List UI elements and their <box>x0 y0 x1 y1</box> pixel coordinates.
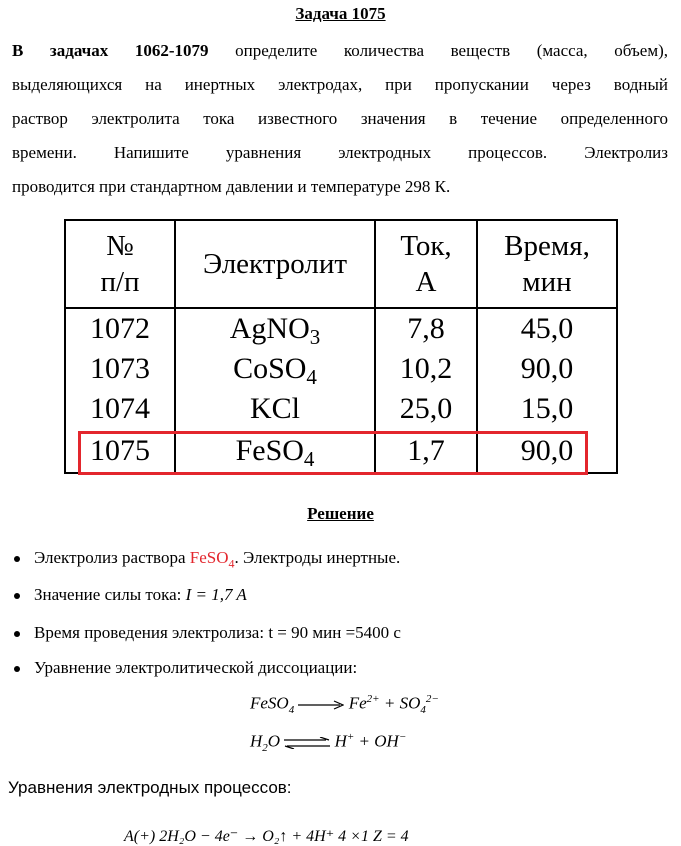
row-electrolyte: KCl <box>175 389 375 429</box>
bullet-dot-icon <box>14 666 20 672</box>
row-current: 10,2 <box>375 349 477 389</box>
row-number: 1075 <box>65 429 175 473</box>
bullet-dot-icon <box>14 593 20 599</box>
bullet-dissociation: Уравнение электролитической диссоциации: <box>12 658 357 678</box>
header-time: Время, мин <box>477 220 617 308</box>
problem-statement <box>12 34 668 204</box>
bullet-time: Время проведения электролиза: t = 90 мин =5400 с <box>12 623 401 643</box>
row-current: 7,8 <box>375 308 477 349</box>
row-number: 1072 <box>65 308 175 349</box>
header-electrolyte: Электролит <box>175 220 375 308</box>
row-electrolyte: AgNO$_3$ <box>175 308 375 349</box>
problem-title: Задача 1075 <box>295 4 386 23</box>
row-current: 25,0 <box>375 389 477 429</box>
table-row <box>65 308 617 349</box>
table-row <box>65 349 617 389</box>
dissociation-equation-feso4: FeSO$_4$ $Fe^{2+} + SO_4^{2-}$ <box>250 693 439 717</box>
row-current: 1,7 <box>375 429 477 473</box>
time-formula: t = 90 мин =5400 с <box>268 623 401 642</box>
row-time: 90,0 <box>477 429 617 473</box>
row-number: 1074 <box>65 389 175 429</box>
statement-line-5: проводится при стандартном давлении и температуре 298 К. <box>12 177 451 196</box>
row-electrolyte: FeSO$_4$ <box>175 429 375 473</box>
dissociation-equation-water: $H_2O$ H+ + OH− <box>250 731 407 755</box>
current-formula: I = 1,7 A <box>185 585 247 604</box>
bullet-dot-icon <box>14 631 20 637</box>
anode-equation-partial: A(+) 2H₂O − 4e⁻ → O₂↑ + 4H⁺ 4 ×1 Z = 4 <box>124 828 409 845</box>
row-time: 90,0 <box>477 349 617 389</box>
header-current: Ток, А <box>375 220 477 308</box>
electrode-processes-title: Уравнения электродных процессов: <box>8 778 292 797</box>
header-number: № п/п <box>65 220 175 308</box>
bullet-electrolysis: Электролиз раствора FeSO$_4$. Электроды инертные. <box>12 548 400 571</box>
solution-title: Решение <box>307 504 374 523</box>
statement-line-1-rest: определите количества веществ (масса, объем), <box>235 41 668 60</box>
table-header-row <box>65 220 617 308</box>
table-row <box>65 389 617 429</box>
row-number: 1073 <box>65 349 175 389</box>
statement-line-3: раствор электролита тока известного значения в течение определенного <box>12 109 668 128</box>
statement-line-2: выделяющихся на инертных электродах, при пропускании через водный <box>12 75 668 94</box>
row-time: 45,0 <box>477 308 617 349</box>
statement-line-1 <box>12 34 668 68</box>
row-electrolyte: CoSO$_4$ <box>175 349 375 389</box>
statement-bold-lead: В задачах 1062-1079 <box>12 41 209 60</box>
bullet-dot-icon <box>14 556 20 562</box>
row-highlight-box <box>78 431 588 475</box>
row-time: 15,0 <box>477 389 617 429</box>
equilibrium-arrow-icon <box>284 737 330 749</box>
right-arrow-icon <box>298 700 344 710</box>
bullet-current: Значение силы тока: I = 1,7 A <box>12 585 247 605</box>
red-formula: FeSO$_4$ <box>189 548 235 571</box>
statement-line-4: времени. Напишите уравнения электродных процессов. Электролиз <box>12 143 668 162</box>
